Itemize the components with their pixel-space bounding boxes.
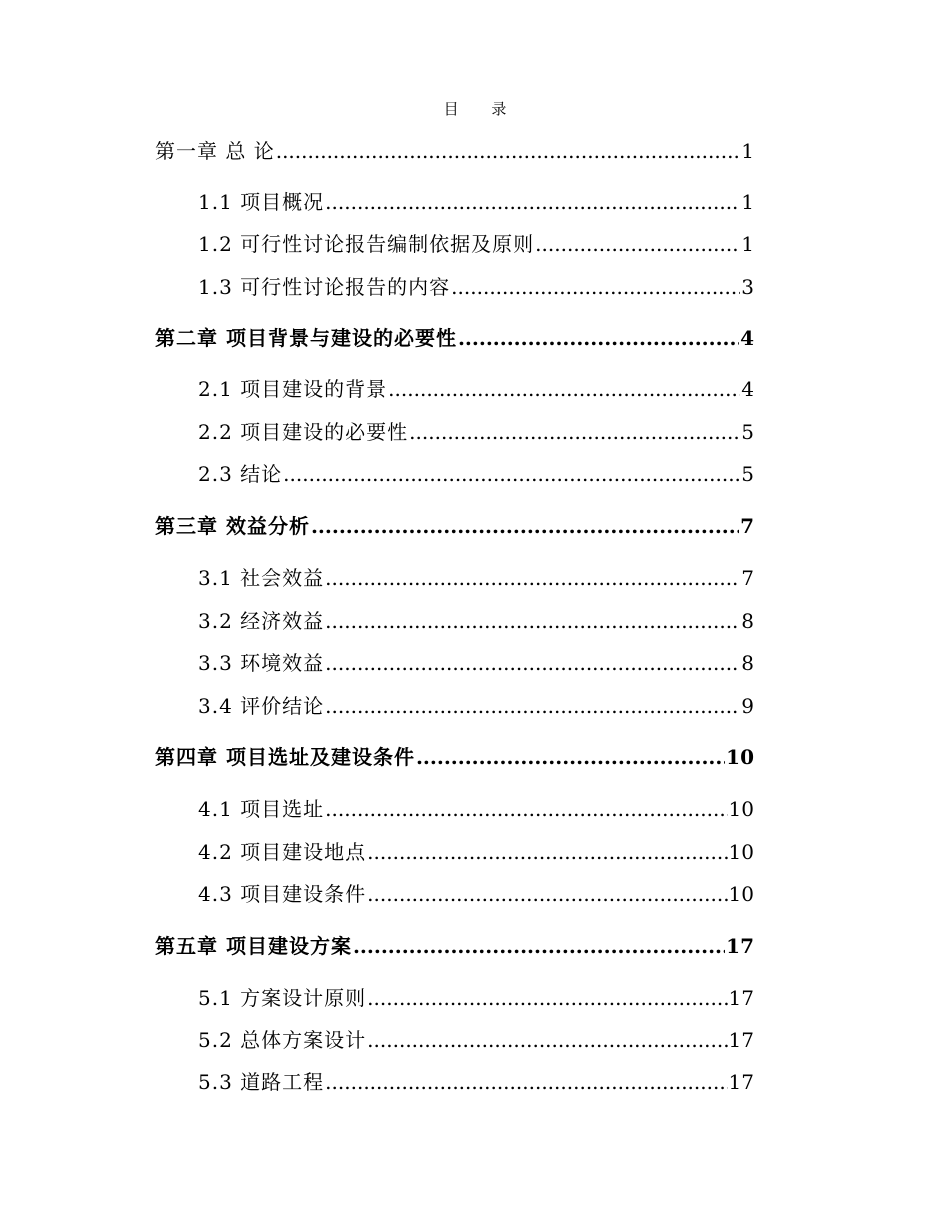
toc-page-number: 17 [728,986,754,1010]
dot-leader [416,742,725,772]
toc-section-entry[interactable] [198,794,754,824]
toc-page-number: 17 [728,1028,754,1052]
toc-entry-label: 4.3 项目建设条件 [198,882,367,906]
toc-chapter-entry[interactable] [155,742,754,772]
toc-entry-label: 4.2 项目建设地点 [198,840,367,864]
toc-entry-label: 1.3 可行性讨论报告的内容 [198,275,451,299]
toc-entry-label: 1.2 可行性讨论报告编制依据及原则 [198,232,535,256]
toc-page-number: 7 [741,566,754,590]
dot-leader [325,606,740,636]
dot-leader [367,1025,727,1055]
toc-page-number: 9 [741,694,754,718]
dot-leader [367,837,727,867]
toc-page-number: 10 [726,745,754,769]
dot-leader [367,879,727,909]
toc-section-entry[interactable] [198,1025,754,1055]
toc-entry-label: 3.2 经济效益 [198,609,325,633]
toc-page-number: 8 [741,609,754,633]
toc-entry-label: 2.3 结论 [198,462,283,486]
toc-page-number: 1 [741,232,754,256]
toc-section-entry[interactable] [198,229,754,259]
dot-leader [325,691,740,721]
toc-section-entry[interactable] [198,648,754,678]
toc-section-entry[interactable] [198,691,754,721]
toc-page-number: 10 [728,797,754,821]
dot-leader [409,417,740,447]
dot-leader [325,1067,727,1097]
toc-section-entry[interactable] [198,459,754,489]
toc-page-number: 7 [740,514,754,538]
toc-page-number: 17 [728,1070,754,1094]
toc-page-number: 5 [741,462,754,486]
dot-leader [311,511,739,541]
toc-entry-label: 3.4 评价结论 [198,694,325,718]
dot-leader [325,794,727,824]
toc-section-entry[interactable] [198,563,754,593]
dot-leader [276,136,741,166]
toc-chapter-entry[interactable] [155,511,754,541]
dot-leader [535,229,740,259]
toc-page-number: 17 [726,934,754,958]
toc-entry-label: 5.1 方案设计原则 [198,986,367,1010]
toc-page-number: 4 [741,377,754,401]
toc-section-entry[interactable] [198,417,754,447]
toc-page-number: 10 [728,840,754,864]
toc-section-entry[interactable] [198,606,754,636]
toc-page-number: 4 [740,326,754,350]
toc-section-entry[interactable] [198,1067,754,1097]
toc-chapter-entry[interactable] [155,931,754,961]
toc-section-entry[interactable] [198,374,754,404]
toc-page-number: 1 [741,139,754,163]
dot-leader [367,983,727,1013]
toc-entry-label: 1.1 项目概况 [198,190,325,214]
dot-leader [325,187,740,217]
toc-chapter-entry[interactable] [155,323,754,353]
dot-leader [325,648,740,678]
toc-entry-label: 5.2 总体方案设计 [198,1028,367,1052]
toc-section-entry[interactable] [198,983,754,1013]
dot-leader [458,323,739,353]
toc-entry-label: 4.1 项目选址 [198,797,325,821]
toc-entry-label: 2.2 项目建设的必要性 [198,420,409,444]
toc-entry-label: 第二章 项目背景与建设的必要性 [155,326,457,350]
toc-entry-label: 2.1 项目建设的背景 [198,377,388,401]
toc-section-entry[interactable] [198,187,754,217]
dot-leader [451,272,740,302]
toc-page-number: 8 [741,651,754,675]
toc-entry-label: 3.3 环境效益 [198,651,325,675]
toc-entry-label: 5.3 道路工程 [198,1070,325,1094]
toc-page-number: 3 [741,275,754,299]
toc-entry-label: 第四章 项目选址及建设条件 [155,745,415,769]
toc-section-entry[interactable] [198,272,754,302]
toc-title: 目 录 [443,100,521,118]
toc-entry-label: 第三章 效益分析 [155,514,310,538]
toc-section-entry[interactable] [198,879,754,909]
toc-page-number: 10 [728,882,754,906]
toc-entry-label: 第五章 项目建设方案 [155,934,352,958]
toc-entry-label: 3.1 社会效益 [198,566,325,590]
toc-chapter-entry[interactable] [155,136,754,166]
toc-page-number: 1 [741,190,754,214]
toc-entry-label: 第一章 总 论 [155,139,275,163]
dot-leader [283,459,740,489]
dot-leader [353,931,725,961]
dot-leader [388,374,740,404]
toc-page-number: 5 [741,420,754,444]
dot-leader [325,563,740,593]
toc-section-entry[interactable] [198,837,754,867]
